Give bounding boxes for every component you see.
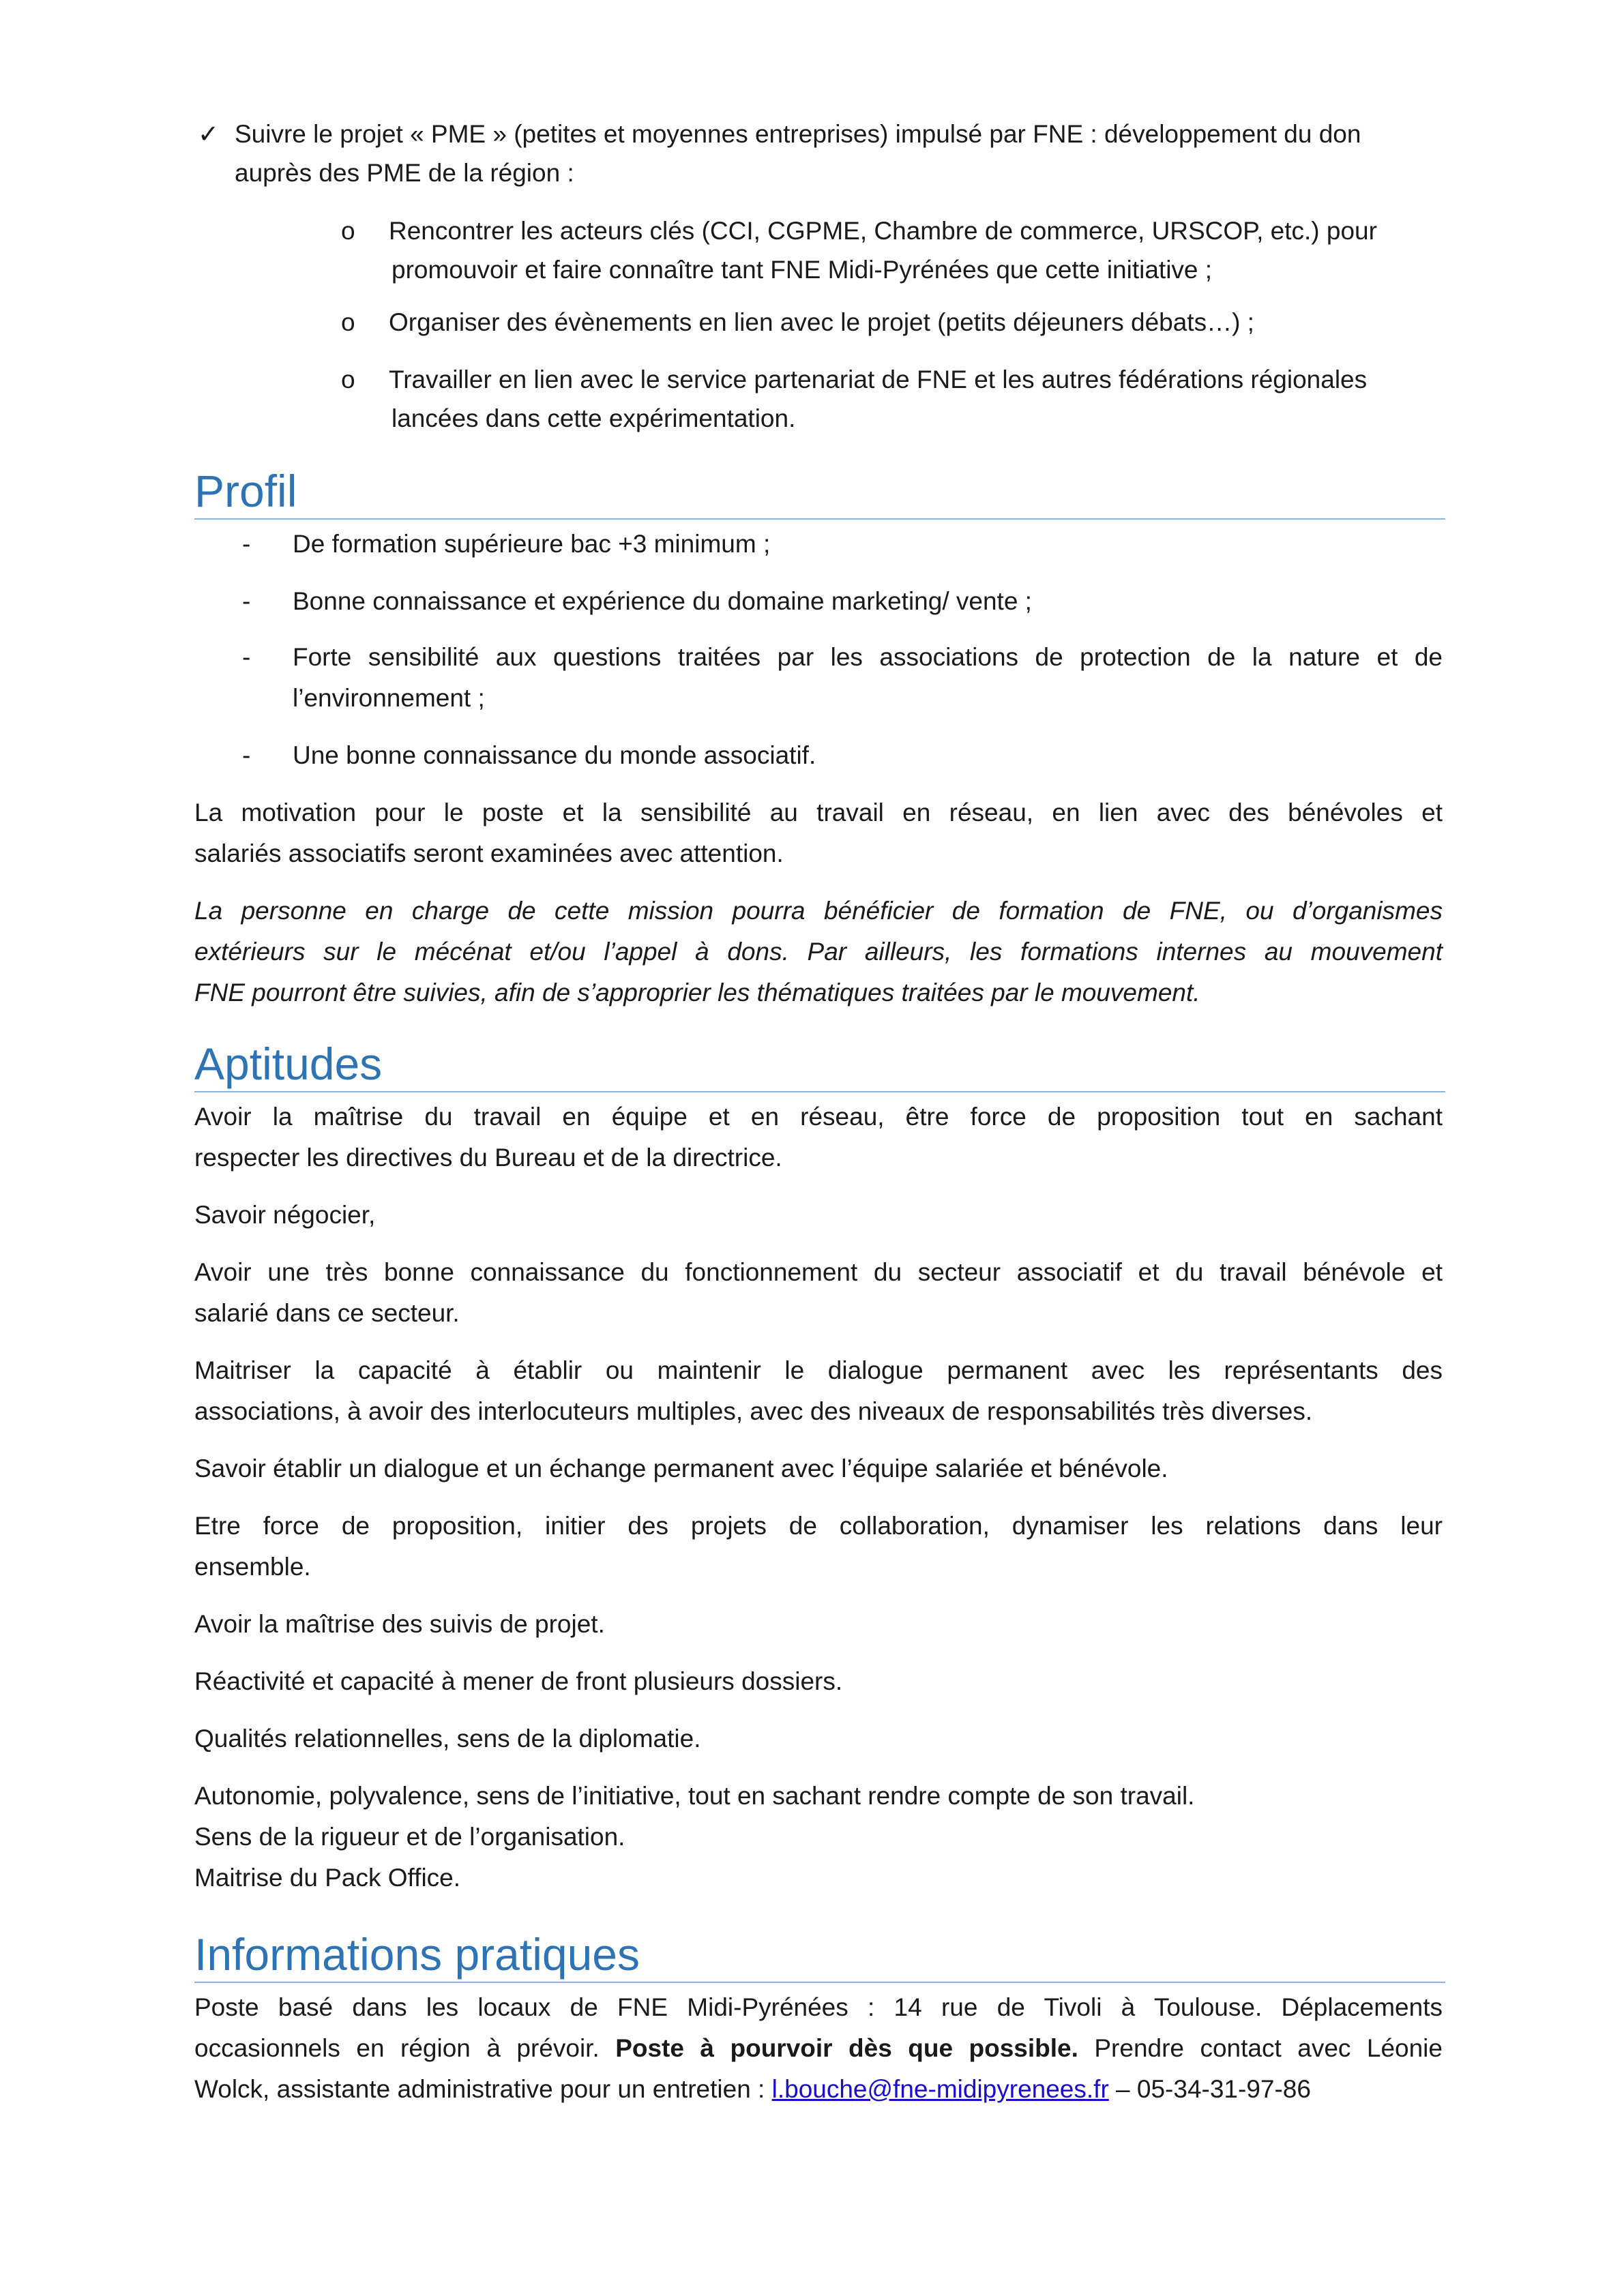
text-line: Autonomie, polyvalence, sens de l’initiative, tout en sachant rendre compte de son travail. [194, 1782, 1195, 1810]
text-line: Suivre le projet « PME » (petites et moyennes entreprises) impulsé par FNE : développement du don [235, 120, 1361, 148]
text-line: ensemble. [194, 1553, 311, 1581]
aptitudes-paragraph [194, 1195, 1443, 1236]
hollow-circle-bullet-icon: o [341, 217, 355, 245]
text-line: Réactivité et capacité à mener de front plusieurs dossiers. [194, 1667, 843, 1695]
text-line: respecter les directives du Bureau et de la directrice. [194, 1144, 782, 1172]
text-line: Une bonne connaissance du monde associatif. [293, 741, 816, 769]
text-line: extérieurs sur le mécénat et/ou l’appel à dons. Par ailleurs, les formations internes au mouvement [194, 938, 1443, 966]
text-line: Travailler en lien avec le service partenariat de FNE et les autres fédérations régionales [389, 366, 1368, 393]
dash-bullet-icon: - [242, 741, 251, 769]
text-line: De formation supérieure bac +3 minimum ; [293, 530, 771, 558]
section-heading-informations-pratiques: Informations pratiques [194, 1927, 1445, 1983]
text-line: auprès des PME de la région : [235, 159, 574, 187]
text-line: Avoir une très bonne connaissance du fonctionnement du secteur associatif et du travail bénévole et [194, 1258, 1443, 1286]
profil-paragraph [194, 792, 1443, 874]
text-line: l’environnement ; [293, 684, 485, 712]
text-line: Qualités relationnelles, sens de la diplomatie. [194, 1725, 701, 1753]
text-span: Prendre contact avec Léonie [1078, 2034, 1443, 2062]
hollow-circle-bullet-icon: o [341, 308, 355, 336]
email-link[interactable]: l.bouche@fne-midipyrenees.fr [771, 2075, 1109, 2103]
phone-number: – 05-34-31-97-86 [1108, 2075, 1311, 2103]
text-line: Savoir établir un dialogue et un échange permanent avec l’équipe salariée et bénévole. [194, 1455, 1168, 1482]
aptitudes-paragraph [194, 1350, 1443, 1432]
aptitudes-paragraph [194, 1097, 1443, 1178]
text-span: occasionnels en région à prévoir. [194, 2034, 616, 2062]
aptitudes-paragraph [194, 1448, 1443, 1489]
aptitudes-last-block [194, 1776, 1443, 1898]
bold-availability: Poste à pourvoir dès que possible. [615, 2034, 1078, 2062]
text-line: associations, à avoir des interlocuteurs multiples, avec des niveaux de responsabilités très diverses. [194, 1397, 1313, 1425]
text-line: Sens de la rigueur et de l’organisation. [194, 1823, 625, 1851]
dash-bullet-icon: - [242, 643, 251, 671]
text-line: Savoir négocier, [194, 1201, 376, 1229]
aptitudes-paragraph [194, 1661, 1443, 1702]
dash-bullet-icon: - [242, 587, 251, 615]
text-line: Avoir la maîtrise des suivis de projet. [194, 1610, 605, 1638]
aptitudes-paragraph [194, 1252, 1443, 1334]
text-line: Maitriser la capacité à établir ou maintenir le dialogue permanent avec les représentants des [194, 1356, 1443, 1384]
text-line: Rencontrer les acteurs clés (CCI, CGPME, Chambre de commerce, URSCOP, etc.) pour [389, 217, 1377, 245]
text-line: Bonne connaissance et expérience du domaine marketing/ vente ; [293, 587, 1032, 615]
profil-italic-paragraph [194, 891, 1443, 1013]
text-line: Forte sensibilité aux questions traitées par les associations de protection de la nature et de [293, 643, 1443, 671]
text-line: salariés associatifs seront examinées avec attention. [194, 839, 784, 867]
text-line: salarié dans ce secteur. [194, 1299, 460, 1327]
infos-paragraph [194, 1987, 1443, 2110]
text-line: Poste basé dans les locaux de FNE Midi-Pyrénées : 14 rue de Tivoli à Toulouse. Déplacements [194, 1993, 1443, 2021]
section-heading-aptitudes: Aptitudes [194, 1037, 1445, 1092]
section-heading-profil: Profil [194, 464, 1445, 520]
checkmark-icon: ✓ [198, 120, 220, 148]
text-line: Organiser des évènements en lien avec le projet (petits déjeuners débats…) ; [389, 308, 1254, 336]
text-line: Maitrise du Pack Office. [194, 1864, 461, 1892]
text-line: Avoir la maîtrise du travail en équipe et en réseau, être force de proposition tout en sachant [194, 1103, 1443, 1131]
hollow-circle-bullet-icon: o [341, 366, 355, 393]
text-line: lancées dans cette expérimentation. [392, 404, 796, 432]
dash-bullet-icon: - [242, 530, 251, 558]
text-line [194, 2069, 1443, 2110]
text-line: promouvoir et faire connaître tant FNE Midi-Pyrénées que cette initiative ; [392, 256, 1213, 284]
text-line [194, 2028, 1443, 2069]
text-line: FNE pourront être suivies, afin de s’approprier les thématiques traitées par le mouvement. [194, 979, 1200, 1007]
text-span: Wolck, assistante administrative pour un entretien : [194, 2075, 772, 2103]
aptitudes-paragraph [194, 1506, 1443, 1587]
text-line: La personne en charge de cette mission pourra bénéficier de formation de FNE, ou d’organismes [194, 897, 1443, 925]
aptitudes-paragraph [194, 1604, 1443, 1645]
text-line: Etre force de proposition, initier des projets de collaboration, dynamiser les relations dans leur [194, 1512, 1443, 1540]
aptitudes-paragraph [194, 1718, 1443, 1759]
text-line: La motivation pour le poste et la sensibilité au travail en réseau, en lien avec des bénévoles et [194, 799, 1443, 826]
